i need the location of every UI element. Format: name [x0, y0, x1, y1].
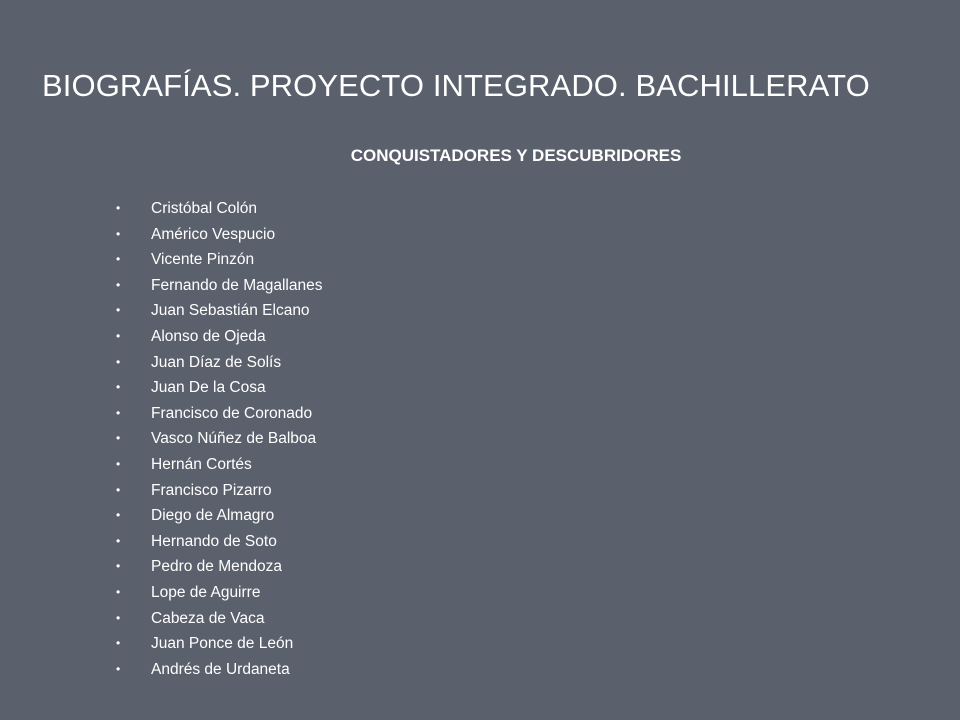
list-item-label: Vasco Núñez de Balboa [151, 430, 317, 448]
list-item-label: Hernando de Soto [151, 532, 277, 550]
bullet-icon: • [116, 252, 121, 267]
list-item-label: Juan De la Cosa [151, 379, 266, 397]
list-item-label: Francisco Pizarro [151, 481, 272, 499]
bullet-icon: • [116, 380, 121, 395]
list-item-label: Francisco de Coronado [151, 404, 313, 422]
bullet-icon: • [116, 533, 121, 548]
bullet-icon: • [116, 584, 121, 599]
bullet-icon: • [116, 277, 121, 292]
list-item-label: Cristóbal Colón [151, 200, 257, 217]
bullet-icon: • [116, 201, 121, 215]
slide-title: BIOGRAFÍAS. PROYECTO INTEGRADO. BACHILLERATO [42, 68, 870, 103]
list-item-label: Diego de Almagro [151, 507, 275, 525]
list-item-label: Andrés de Urdaneta [151, 660, 290, 678]
bullet-icon: • [116, 456, 121, 471]
bullet-icon: • [116, 508, 121, 523]
bullet-icon: • [116, 431, 121, 446]
list-item-label: Juan Díaz de Solís [151, 353, 282, 371]
list-item-label: Alonso de Ojeda [151, 327, 266, 345]
list-item-label: Américo Vespucio [151, 225, 276, 243]
bullet-icon: • [116, 661, 121, 676]
list-item-label: Cabeza de Vaca [151, 609, 265, 627]
slide-subtitle: CONQUISTADORES Y DESCUBRIDORES [350, 146, 682, 165]
bullet-icon: • [116, 226, 121, 241]
bullet-icon: • [116, 405, 121, 420]
bullet-icon: • [116, 559, 121, 574]
bullet-icon: • [116, 636, 121, 651]
list-item-label: Vicente Pinzón [151, 251, 255, 269]
bullet-icon: • [116, 610, 121, 625]
bullet-icon: • [116, 354, 121, 369]
list-item-label: Juan Ponce de León [151, 635, 294, 653]
list-item-label: Hernán Cortés [151, 455, 252, 473]
bullet-icon: • [116, 328, 121, 343]
bullet-icon: • [116, 303, 121, 318]
list-item-label: Fernando de Magallanes [151, 276, 323, 294]
list-item-label: Lope de Aguirre [151, 583, 261, 601]
list-item-label: Pedro de Mendoza [151, 558, 282, 576]
bullet-icon: • [116, 482, 121, 497]
list-item-label: Juan Sebastián Elcano [151, 302, 310, 320]
